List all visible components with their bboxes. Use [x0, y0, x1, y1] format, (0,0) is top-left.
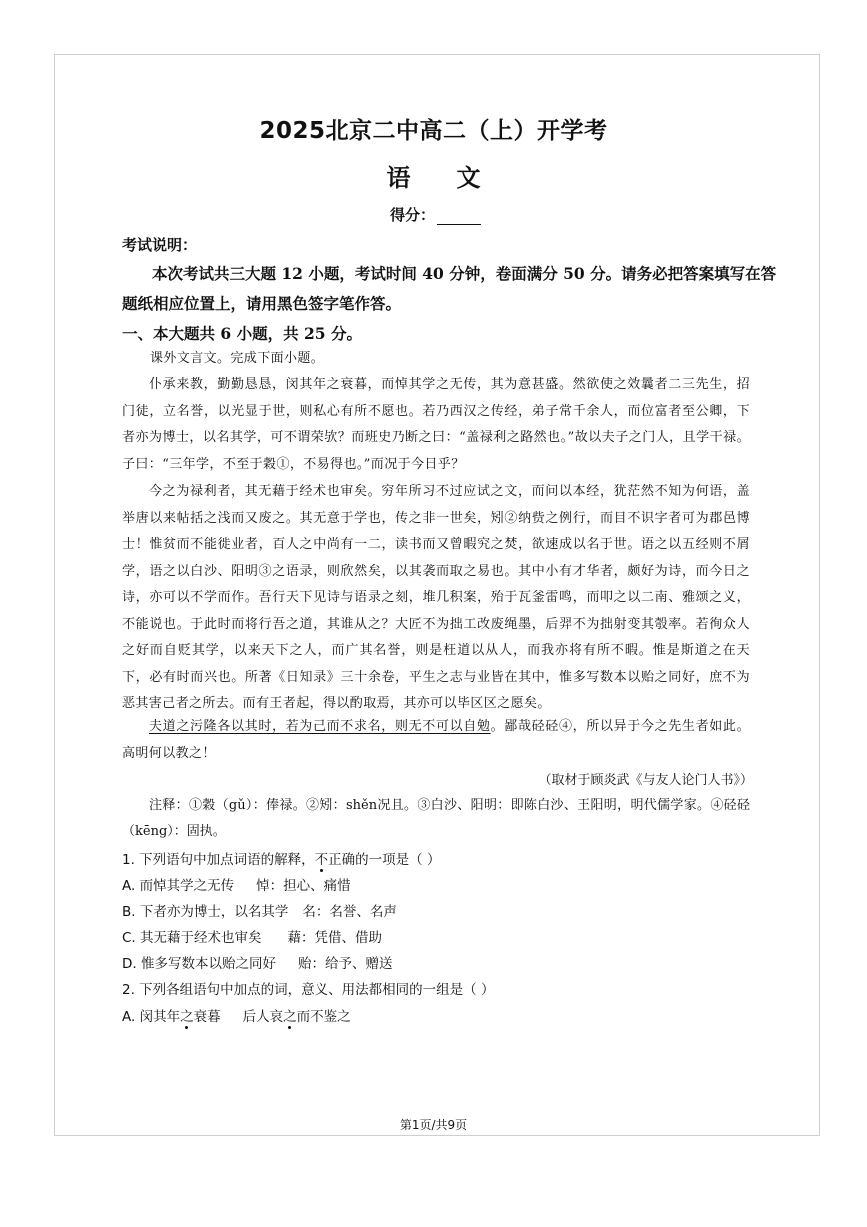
subject-char-2: 文 [456, 164, 481, 192]
q1-option-a[interactable] [122, 874, 351, 894]
q1-option-d[interactable] [122, 952, 392, 972]
q1-dotted-char: 不 [314, 852, 329, 868]
option-text: 衰暮 [193, 1009, 221, 1025]
page-title: 2025北京二中高二（上）开学考 [259, 118, 608, 144]
q1-stem-part: 正确的一项是（ ） [328, 852, 441, 868]
option-text: 而不鉴之 [296, 1009, 351, 1025]
dotted-char: 之 [283, 1009, 297, 1025]
option-text: A. 闵其年 [122, 1009, 181, 1025]
instructions-heading: 考试说明： [122, 236, 198, 254]
q2-option-a[interactable] [122, 1005, 351, 1025]
score-label: 得分： [390, 206, 436, 224]
dotted-char: 之 [180, 1009, 194, 1025]
page-number: 第1页/共9页 [399, 1118, 468, 1132]
option-gloss: 悼：担心、痛惜 [256, 878, 351, 894]
passage-paragraph-1: 仆承来教，勤勤恳恳，闵其年之衰暮，而悼其学之无传，其为意甚盛。然欲使之效曩者二三先生，招门徒，立名誉，以光显于世，则私心有所不愿也。若乃西汉之传经，弟子常千余人，而位富者至公卿，下者亦为博士，以名其学，可不谓荣欤？而班史乃断之曰：“盖禄利之路然也。”故以夫子之门人，且学干禄。子曰：“三年学，不至于穀①，不易得也。”而况于今日乎？ [122, 377, 750, 472]
question-1-stem [122, 848, 440, 868]
section-intro: 课外文言文。完成下面小题。 [150, 351, 325, 366]
option-text: B. 下者亦为博士，以名其学 [122, 904, 289, 920]
option-gloss: 贻：给予、赠送 [297, 956, 393, 972]
passage-paragraph-2: 今之为禄利者，其无藉于经术也审矣。穷年所习不过应试之文，而问以本经，犹茫然不知为何语，盖举唐以来帖括之浅而又废之。其无意于学也，传之非一世矣，矧②纳赀之例行，而目不识字者可为郡邑博士！惟贫而不能徙业者，百人之中尚有一二，读书而又曾暇究之焚，欲速成以名于世。语之以五经则不屑学，语之以白沙、阳明③之语录，则欣然矣，以其袭而取之易也。其中小有才华者，颇好为诗，而今日之诗，亦可以不学而作。吾行天下见诗与语录之刻，堆几积案，殆于瓦釜雷鸣，而叩之以二南、雅颂之义，不能说也。于此时而将行吾之道，其谁从之？大匠不为拙工改废绳墨，后羿不为拙射变其彀率。若徇众人之好而自贬其学，以来天下之人，而广其名誉，则是枉道以从人，而我亦将有所不暇。惟是斯道之在天下，必有时而兴也。所著《日知录》三十余卷，平生之志与业皆在其中，惟多写数本以贻之同好，庶不为恶其害己者之所去。而有王者起，得以酌取焉，其亦可以毕区区之愿矣。 [122, 484, 750, 711]
underlined-sentence: 夫道之污隆各以其时，若为己而不求名，则无不可以自勉 [149, 719, 491, 734]
option-gloss: 藉：凭借、借助 [287, 930, 383, 946]
q1-option-b[interactable] [122, 900, 397, 920]
q1-stem-part: 1. 下列语句中加点词语的解释， [122, 852, 315, 868]
passage-paragraph-3 [122, 714, 750, 767]
annotation-notes: 注释：①穀（gǔ）：俸禄。②矧：shěn况且。③白沙、阳明：即陈白沙、王阳明，明代儒学家。④硁硁（kēng）：固执。 [122, 798, 750, 839]
option-text: A. 而悼其学之无传 [122, 878, 235, 894]
option-gloss: 名：名誉、名声 [302, 904, 397, 920]
paragraph-3-rest: 。鄙哉硁硁④，所以异于今之先生者如此。高明何以教之！ [122, 719, 750, 761]
score-blank [437, 210, 481, 225]
option-text: C. 其无藉于经术也审矣 [122, 930, 262, 946]
subject-title [0, 158, 867, 193]
instructions-line-1: 本次考试共三大题 12 小题，考试时间 40 分钟，卷面满分 50 分。请务必把答案填写在答 [152, 264, 777, 283]
q1-option-c[interactable] [122, 926, 382, 946]
section-1-heading: 一、本大题共 6 小题，共 25 分。 [122, 324, 362, 343]
option-text: D. 惟多写数本以贻 [122, 956, 236, 972]
option-text: 后人哀 [242, 1009, 284, 1025]
instructions-line-2: 题纸相应位置上，请用黑色签字笔作答。 [122, 294, 402, 313]
option-text: 之同好 [235, 956, 276, 972]
subject-char-1: 语 [386, 164, 411, 192]
source-citation: （取材于顾炎武《与友人论门人书》） [538, 773, 753, 788]
score-field [390, 204, 481, 225]
question-2-stem: 2. 下列各组语句中加点的词，意义、用法都相同的一组是（ ） [122, 982, 495, 998]
